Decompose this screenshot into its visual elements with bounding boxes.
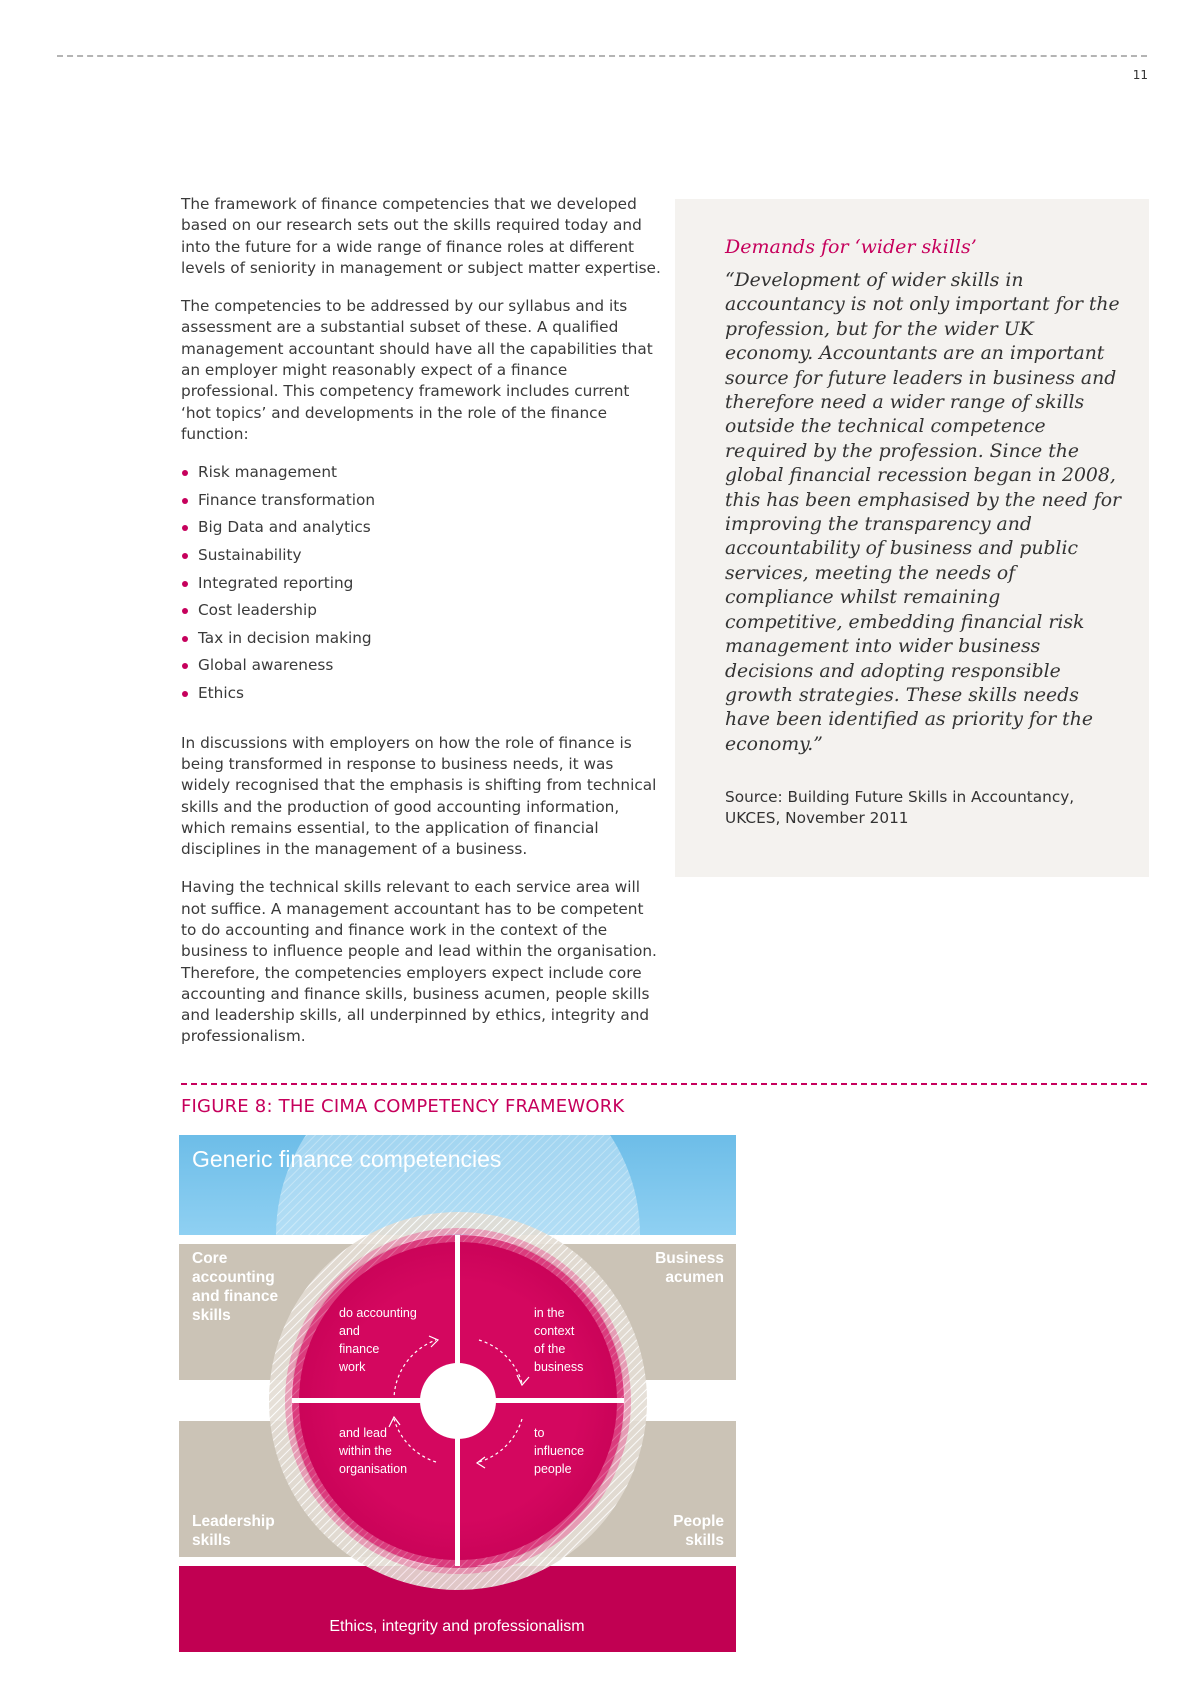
svg-text:finance: finance (339, 1342, 380, 1356)
list-item: Tax in decision making (181, 628, 661, 656)
bullet-icon (182, 663, 188, 669)
svg-text:do accounting: do accounting (339, 1306, 417, 1320)
list-item: Big Data and analytics (181, 517, 661, 545)
svg-text:organisation: organisation (339, 1462, 408, 1476)
bullet-icon (182, 608, 188, 614)
svg-text:skills: skills (685, 1532, 724, 1549)
competency-framework-figure (179, 1135, 736, 1652)
header-rule (57, 55, 1147, 57)
svg-text:skills: skills (192, 1307, 231, 1324)
svg-text:people: people (534, 1462, 572, 1476)
ethics-label: Ethics, integrity and professionalism (329, 1618, 585, 1635)
svg-text:accounting: accounting (192, 1269, 275, 1286)
svg-text:work: work (339, 1360, 366, 1374)
list-item: Global awareness (181, 655, 661, 683)
figure-rule (181, 1083, 1147, 1085)
hot-topics-list (181, 462, 661, 710)
svg-text:business: business (534, 1360, 584, 1374)
list-item: Sustainability (181, 545, 661, 573)
closing-paragraph-1: In discussions with employers on how the role of finance is being transformed in response to business needs, it was widely recognised that the emphasis is shifting from technical skills and the production of good accounting information, which remains essential, to the application of financial disciplines in the management of a business. (181, 733, 657, 859)
svg-text:within the: within the (339, 1444, 392, 1458)
bullet-icon (182, 525, 188, 531)
svg-text:to: to (534, 1426, 545, 1440)
svg-text:acumen: acumen (665, 1269, 724, 1286)
closing-paragraph-2: Having the technical skills relevant to each service area will not suffice. A management accountant has to be competent to do accounting and finance work in the context of the business to influence people and lead within the organisation. Therefore, the competencies employers expect include core accounting and finance skills, business acumen, people skills and leadership skills, all underpinned by ethics, integrity and professionalism. (181, 878, 657, 1046)
sidebar-heading: Demands for ‘wider skills’ (725, 236, 977, 258)
list-item: Ethics (181, 683, 661, 711)
bullet-icon (182, 636, 188, 642)
sidebar-quote: “Development of wider skills in accountancy is not only important for the profession, but for the wider UK economy. Accountants are an important source for future leaders in business and therefore need a wider range of skills outside the technical competence required by the profession. Since the global financial recession began in 2008, this has been emphasised by the need for improving the transparency and accountability of business and public services, meeting the needs of compliance whilst remaining competitive, embedding financial risk management into wider business decisions and adopting responsible growth strategies. These skills needs have been identified as priority for the economy.” (725, 270, 1121, 755)
list-item: Finance transformation (181, 490, 661, 518)
list-item: Cost leadership (181, 600, 661, 628)
svg-text:influence: influence (534, 1444, 585, 1458)
body-column (181, 194, 661, 1065)
intro-paragraph-1: The framework of finance competencies that we developed based on our research sets out the skills required today and into the future for a wide range of finance roles at different levels of seniority in management or subject matter expertise. (181, 195, 661, 277)
svg-text:People: People (673, 1513, 724, 1530)
svg-text:of the: of the (534, 1342, 566, 1356)
bullet-icon (182, 470, 188, 476)
svg-text:and: and (339, 1324, 360, 1338)
svg-text:Business: Business (655, 1250, 724, 1267)
list-item: Integrated reporting (181, 573, 661, 601)
svg-text:skills: skills (192, 1532, 231, 1549)
figure-title: FIGURE 8: THE CIMA COMPETENCY FRAMEWORK (181, 1096, 625, 1117)
svg-text:Leadership: Leadership (192, 1513, 275, 1530)
bullet-icon (182, 691, 188, 697)
wider-skills-sidebar (675, 199, 1149, 877)
svg-text:in the: in the (534, 1306, 565, 1320)
wheel-center (420, 1363, 496, 1439)
svg-text:context: context (534, 1324, 575, 1338)
generic-competencies-label: Generic finance competencies (192, 1146, 502, 1172)
intro-paragraph-2: The competencies to be addressed by our syllabus and its assessment are a substantial subset of these. A qualified management accountant should have all the capabilities that an employer might reasonably expect of a finance professional. This competency framework includes current ‘hot topics’ and developments in the role of the finance function: (181, 297, 653, 443)
svg-text:and finance: and finance (192, 1288, 279, 1305)
svg-text:and lead: and lead (339, 1426, 387, 1440)
framework-diagram (179, 1135, 736, 1652)
list-item: Risk management (181, 462, 661, 490)
page-number: 11 (1132, 68, 1148, 82)
sidebar-source: Source: Building Future Skills in Accountancy, UKCES, November 2011 (725, 788, 1075, 828)
bullet-icon (182, 553, 188, 559)
bullet-icon (182, 581, 188, 587)
bullet-icon (182, 498, 188, 504)
svg-text:Core: Core (192, 1250, 228, 1267)
